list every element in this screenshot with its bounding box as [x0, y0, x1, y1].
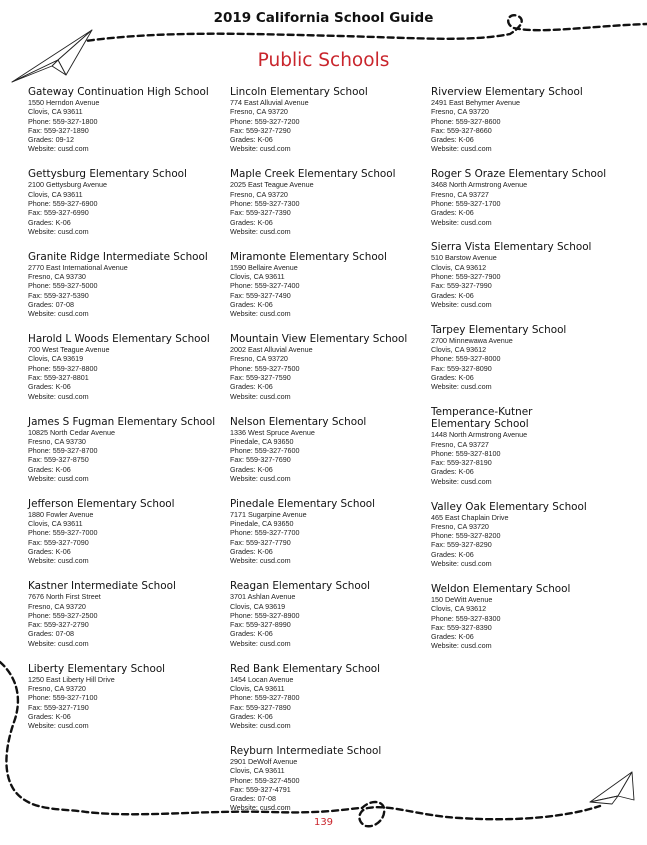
school-name: Granite Ridge Intermediate School [28, 250, 208, 263]
school-grades: Grades: 09-12 [28, 135, 74, 145]
school-phone: Phone: 559-327-1800 [28, 116, 98, 126]
school-grades: Grades: 07-08 [28, 299, 74, 309]
school-website: Website: cusd.com [230, 473, 291, 483]
school-entry [28, 168, 220, 236]
school-fax: Fax: 559-327-7390 [230, 208, 291, 218]
school-website: Website: cusd.com [431, 382, 492, 392]
school-name: Gettysburg Elementary School [28, 168, 187, 181]
school-phone: Phone: 559-327-7100 [28, 693, 98, 703]
school-grades: Grades: K-06 [230, 547, 273, 557]
school-grades: Grades: K-06 [230, 299, 273, 309]
school-fax: Fax: 559-327-6990 [28, 208, 89, 218]
school-website: Website: cusd.com [28, 473, 89, 483]
school-phone: Phone: 559-327-6900 [28, 198, 98, 208]
school-website: Website: cusd.com [230, 638, 291, 648]
school-grades: Grades: K-06 [431, 373, 474, 383]
school-phone: Phone: 559-327-7200 [230, 116, 300, 126]
school-phone: Phone: 559-327-7600 [230, 446, 300, 456]
school-city: Fresno, CA 93730 [28, 436, 86, 446]
school-grades: Grades: K-06 [230, 711, 273, 721]
school-address: 774 East Alluvial Avenue [230, 98, 309, 107]
school-address: 10825 North Cedar Avenue [28, 427, 115, 437]
school-entry [230, 168, 422, 236]
school-city: Clovis, CA 93611 [230, 683, 285, 693]
school-entry [230, 745, 422, 813]
school-entry [28, 86, 220, 154]
school-fax: Fax: 559-327-7890 [230, 702, 291, 712]
school-entry [431, 406, 631, 486]
school-phone: Phone: 559-327-8600 [431, 116, 501, 126]
school-entry [230, 86, 422, 154]
school-phone: Phone: 559-327-8100 [431, 448, 501, 458]
school-address: 2770 East International Avenue [28, 262, 128, 272]
school-address: 2002 East Alluvial Avenue [230, 345, 313, 355]
school-fax: Fax: 559-327-2790 [28, 620, 89, 630]
school-fax: Fax: 559-327-7790 [230, 537, 291, 547]
school-city: Clovis, CA 93611 [230, 272, 285, 282]
school-city: Clovis, CA 93611 [28, 189, 83, 199]
school-entry [230, 251, 422, 319]
school-fax: Fax: 559-327-4791 [230, 784, 291, 794]
school-phone: Phone: 559-327-7000 [28, 528, 98, 538]
school-address: 150 DeWitt Avenue [431, 594, 493, 604]
school-fax: Fax: 559-327-7290 [230, 125, 291, 135]
school-website: Website: cusd.com [28, 556, 89, 566]
school-grades: Grades: K-06 [230, 217, 273, 227]
school-city: Fresno, CA 93720 [230, 354, 288, 364]
school-city: Clovis, CA 93611 [230, 766, 285, 776]
school-entry [28, 333, 220, 401]
school-column-2 [230, 86, 422, 827]
school-grades: Grades: K-06 [28, 711, 71, 721]
school-name: Valley Oak Elementary School [431, 500, 587, 513]
school-name: Sierra Vista Elementary School [431, 241, 592, 254]
school-website: Website: cusd.com [431, 641, 492, 651]
school-name: Lincoln Elementary School [230, 86, 368, 98]
school-website: Website: cusd.com [230, 391, 291, 401]
school-city: Clovis, CA 93611 [28, 107, 83, 117]
school-name: Weldon Elementary School [431, 582, 571, 595]
school-city: Fresno, CA 93727 [431, 189, 489, 199]
school-grades: Grades: K-06 [230, 464, 273, 474]
school-city: Clovis, CA 93612 [431, 345, 487, 355]
school-address: 7171 Sugarpine Avenue [230, 509, 307, 519]
school-city: Fresno, CA 93720 [28, 601, 86, 611]
school-website: Website: cusd.com [230, 144, 291, 154]
school-name: Nelson Elementary School [230, 415, 367, 428]
school-grades: Grades: K-06 [28, 217, 71, 227]
school-address: 700 West Teague Avenue [28, 345, 110, 355]
school-entry [431, 324, 631, 392]
school-city: Clovis, CA 93611 [28, 519, 83, 529]
school-grades: Grades: K-06 [28, 382, 71, 392]
school-grades: Grades: K-06 [431, 467, 474, 477]
school-grades: Grades: K-06 [431, 632, 474, 642]
school-name: Jefferson Elementary School [28, 497, 175, 510]
school-address: 465 East Chaplain Drive [431, 512, 509, 522]
school-fax: Fax: 559-327-1890 [28, 125, 89, 135]
school-address: 2901 DeWolf Avenue [230, 757, 298, 766]
school-fax: Fax: 559-327-5390 [28, 290, 89, 300]
school-fax: Fax: 559-327-8090 [431, 363, 492, 373]
school-fax: Fax: 559-327-7590 [230, 373, 291, 383]
school-grades: Grades: 07-08 [28, 629, 74, 639]
school-address: 1880 Fowler Avenue [28, 509, 94, 519]
school-grades: Grades: K-06 [431, 549, 474, 559]
school-name: Reyburn Intermediate School [230, 745, 382, 757]
school-name: Mountain View Elementary School [230, 333, 408, 346]
school-city: Fresno, CA 93727 [431, 439, 489, 449]
school-address: 2700 Minnewawa Avenue [431, 335, 513, 345]
school-name: Kastner Intermediate School [28, 580, 176, 593]
school-entry [28, 580, 220, 648]
school-city: Clovis, CA 93612 [431, 604, 487, 614]
school-entry [431, 501, 631, 569]
school-entry [28, 663, 220, 731]
paper-airplane-icon [590, 772, 634, 804]
school-name: Maple Creek Elementary School [230, 168, 396, 181]
school-website: Website: cusd.com [230, 721, 291, 731]
school-address: 1550 Herndon Avenue [28, 98, 100, 107]
school-city: Fresno, CA 93730 [28, 272, 86, 282]
school-address: 1336 West Spruce Avenue [230, 427, 315, 437]
school-entry [28, 416, 220, 484]
school-website: Website: cusd.com [230, 803, 291, 813]
school-fax: Fax: 559-327-8660 [431, 125, 492, 135]
school-fax: Fax: 559-327-7190 [28, 702, 89, 712]
school-fax: Fax: 559-327-7490 [230, 290, 291, 300]
school-name: James S Fugman Elementary School [28, 415, 216, 428]
school-website: Website: cusd.com [230, 226, 291, 236]
school-entry [28, 498, 220, 566]
school-website: Website: cusd.com [431, 476, 492, 486]
school-phone: Phone: 559-327-8300 [431, 613, 501, 623]
school-grades: Grades: 07-08 [230, 794, 276, 804]
school-entry [431, 241, 631, 309]
school-phone: Phone: 559-327-7500 [230, 363, 300, 373]
school-phone: Phone: 559-327-4500 [230, 775, 300, 785]
school-phone: Phone: 559-327-8000 [431, 354, 501, 364]
school-website: Website: cusd.com [28, 638, 89, 648]
school-grades: Grades: K-06 [230, 382, 273, 392]
school-website: Website: cusd.com [431, 217, 492, 227]
school-phone: Phone: 559-327-2500 [28, 610, 98, 620]
school-column-3 [431, 86, 631, 665]
school-phone: Phone: 559-327-7900 [431, 272, 501, 282]
school-website: Website: cusd.com [28, 721, 89, 731]
school-city: Pinedale, CA 93650 [230, 436, 294, 446]
school-fax: Fax: 559-327-8190 [431, 458, 492, 468]
school-website: Website: cusd.com [230, 556, 291, 566]
school-name: Red Bank Elementary School [230, 662, 381, 675]
school-website: Website: cusd.com [431, 559, 492, 569]
school-phone: Phone: 559-327-1700 [431, 198, 501, 208]
school-address: 1590 Bellaire Avenue [230, 262, 298, 272]
school-address: 3701 Ashlan Avenue [230, 592, 296, 602]
school-grades: Grades: K-06 [230, 629, 273, 639]
school-fax: Fax: 559-327-8290 [431, 540, 492, 550]
school-grades: Grades: K-06 [431, 290, 474, 300]
school-city: Fresno, CA 93720 [230, 107, 288, 117]
school-phone: Phone: 559-327-7300 [230, 198, 300, 208]
school-grades: Grades: K-06 [431, 135, 474, 145]
school-website: Website: cusd.com [28, 309, 89, 319]
school-address: 1250 East Liberty Hill Drive [28, 674, 115, 684]
school-name: Miramonte Elementary School [230, 250, 387, 263]
school-city: Clovis, CA 93619 [230, 601, 286, 611]
school-name: Temperance-Kutner Elementary School [431, 406, 533, 431]
school-entry [230, 580, 422, 648]
school-phone: Phone: 559-327-8200 [431, 531, 501, 541]
school-grades: Grades: K-06 [28, 464, 71, 474]
school-entry [431, 168, 631, 226]
school-phone: Phone: 559-327-8900 [230, 610, 300, 620]
school-fax: Fax: 559-327-8801 [28, 373, 89, 383]
school-name: Riverview Elementary School [431, 86, 583, 98]
school-address: 2491 East Behymer Avenue [431, 98, 520, 107]
school-address: 1454 Locan Avenue [230, 674, 294, 684]
school-website: Website: cusd.com [431, 299, 492, 309]
school-entry [230, 416, 422, 484]
school-address: 2100 Gettysburg Avenue [28, 180, 107, 190]
school-phone: Phone: 559-327-7400 [230, 281, 300, 291]
school-entry [28, 251, 220, 319]
school-entry [431, 86, 631, 154]
school-column-1 [28, 86, 220, 745]
school-phone: Phone: 559-327-7700 [230, 528, 300, 538]
school-address: 510 Barstow Avenue [431, 253, 497, 263]
school-address: 7676 North First Street [28, 592, 101, 602]
school-website: Website: cusd.com [230, 309, 291, 319]
school-entry [230, 663, 422, 731]
school-grades: Grades: K-06 [230, 135, 273, 145]
school-name: Gateway Continuation High School [28, 86, 209, 98]
school-phone: Phone: 559-327-8800 [28, 363, 98, 373]
school-city: Clovis, CA 93619 [28, 354, 84, 364]
guide-title: 2019 California School Guide [213, 10, 434, 26]
school-website: Website: cusd.com [28, 226, 89, 236]
school-entry [230, 498, 422, 566]
school-address: 1448 North Armstrong Avenue [431, 430, 528, 440]
school-grades: Grades: K-06 [28, 547, 71, 557]
page-number: 139 [313, 817, 334, 828]
school-website: Website: cusd.com [28, 144, 89, 154]
school-fax: Fax: 559-327-8390 [431, 622, 492, 632]
school-city: Fresno, CA 93720 [431, 107, 489, 117]
school-website: Website: cusd.com [431, 144, 492, 154]
school-address: 3468 North Armstrong Avenue [431, 180, 528, 190]
school-name: Harold L Woods Elementary School [28, 333, 210, 346]
school-phone: Phone: 559-327-8700 [28, 446, 98, 456]
school-name: Liberty Elementary School [28, 662, 166, 675]
school-fax: Fax: 559-327-7990 [431, 281, 492, 291]
school-city: Fresno, CA 93720 [230, 189, 288, 199]
school-city: Pinedale, CA 93650 [230, 519, 294, 529]
school-website: Website: cusd.com [28, 391, 89, 401]
school-phone: Phone: 559-327-7800 [230, 693, 300, 703]
school-fax: Fax: 559-327-7690 [230, 455, 291, 465]
school-city: Fresno, CA 93720 [28, 683, 86, 693]
school-grades: Grades: K-06 [431, 208, 474, 218]
school-fax: Fax: 559-327-8990 [230, 620, 291, 630]
school-city: Clovis, CA 93612 [431, 262, 487, 272]
school-fax: Fax: 559-327-8750 [28, 455, 89, 465]
school-city: Fresno, CA 93720 [431, 521, 489, 531]
section-title: Public Schools [257, 50, 390, 71]
school-name: Roger S Oraze Elementary School [431, 168, 607, 181]
school-name: Pinedale Elementary School [230, 497, 376, 510]
school-entry [230, 333, 422, 401]
school-phone: Phone: 559-327-5000 [28, 281, 98, 291]
school-name: Reagan Elementary School [230, 580, 370, 593]
school-address: 2025 East Teague Avenue [230, 180, 314, 190]
school-fax: Fax: 559-327-7090 [28, 537, 89, 547]
school-name: Tarpey Elementary School [431, 323, 567, 336]
school-entry [431, 583, 631, 651]
